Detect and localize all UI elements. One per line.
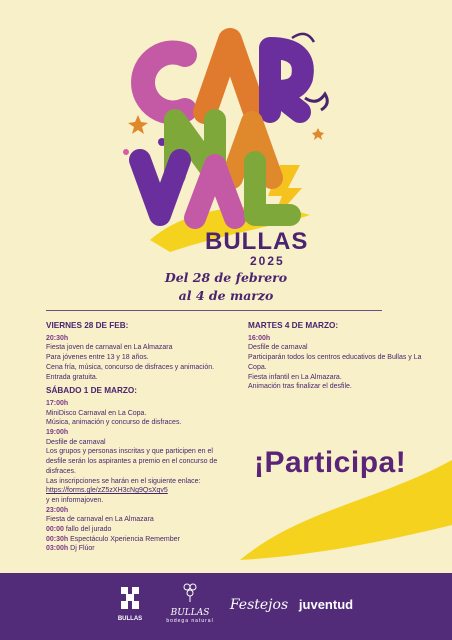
date-range-line-1: Del 28 de febrero bbox=[164, 270, 288, 285]
shield-icon bbox=[119, 585, 141, 611]
martes-heading: MARTES 4 DE MARZO: bbox=[248, 321, 339, 330]
bullas-bodega-logo: BULLAS bodega natural bbox=[160, 581, 220, 624]
date-range-line-2: al 4 de marzo bbox=[178, 288, 274, 303]
viernes-line: Cena fría, música, concurso de disfraces y animación. bbox=[46, 363, 215, 371]
sabado-line: Desfile de carnaval bbox=[46, 438, 106, 446]
martes-line: Fiesta infantil en La Almazara. bbox=[248, 373, 342, 381]
sabado-line: MiniDisco Carnaval en La Copa. bbox=[46, 409, 147, 417]
title-row-1 bbox=[143, 40, 303, 113]
bullas-town-logo: BULLAS bbox=[110, 585, 150, 622]
sabado-heading: SÁBADO 1 DE MARZO: bbox=[46, 386, 137, 396]
viernes-time: 20:30h bbox=[46, 334, 69, 342]
martes-time: 16:00h bbox=[248, 334, 271, 342]
martes-line: Desfile de carnaval bbox=[248, 344, 308, 352]
grape-icon bbox=[180, 581, 200, 603]
viernes-heading: VIERNES 28 DE FEB: bbox=[46, 321, 129, 330]
juventud-logo: juventud bbox=[298, 597, 354, 612]
festejos-logo: Festejos bbox=[229, 597, 289, 613]
sabado-line: Los grupos y personas inscritas y que participen en el bbox=[46, 448, 213, 456]
late-item: 03:00h Dj Flúor bbox=[46, 545, 95, 553]
sabado-line: Música, animación y concurso de disfraces. bbox=[46, 419, 182, 427]
schedule-left-column bbox=[46, 321, 246, 554]
participa-call-to-action: ¡Participa! bbox=[254, 446, 407, 479]
martes-line: Participarán todos los centros educativos de Bullas y La bbox=[248, 354, 422, 362]
sabado-line: disfraces. bbox=[46, 467, 76, 475]
late-item: 00:00 fallo del jurado bbox=[46, 526, 112, 534]
sabado-time-2: 19:00h bbox=[46, 429, 69, 437]
sabado-line: y en informajoven. bbox=[46, 496, 104, 504]
sabado-line: Fiesta de carnaval en La Almazara bbox=[46, 516, 154, 524]
viernes-line: Entrada gratuita. bbox=[46, 373, 98, 381]
martes-line: Copa. bbox=[248, 363, 267, 371]
town-name: BULLAS bbox=[205, 228, 309, 255]
event-year: 2025 bbox=[250, 254, 285, 268]
sabado-line: desfile serán los aspirantes a premio en el concurso de bbox=[46, 458, 218, 466]
viernes-line: Para jóvenes entre 13 y 18 años. bbox=[46, 354, 149, 362]
martes-line: Animación tras finalizar el desfile. bbox=[248, 383, 352, 391]
sponsor-footer bbox=[0, 573, 452, 640]
carnival-artwork bbox=[0, 0, 452, 310]
divider bbox=[46, 310, 382, 311]
late-item: 00:30h Espectáculo Xperiencia Remember bbox=[46, 535, 180, 543]
sabado-time-3: 23:00h bbox=[46, 506, 69, 514]
sabado-line: Las inscripciones se harán en el siguiente enlace: bbox=[46, 477, 201, 485]
viernes-line: Fiesta joven de carnaval en La Almazara bbox=[46, 344, 173, 352]
sabado-time-1: 17:00h bbox=[46, 399, 69, 407]
schedule-right-column bbox=[248, 321, 428, 392]
registration-link[interactable]: https://forms.gle/zZ5zXH3cNg9QsXqv5 bbox=[46, 487, 168, 495]
